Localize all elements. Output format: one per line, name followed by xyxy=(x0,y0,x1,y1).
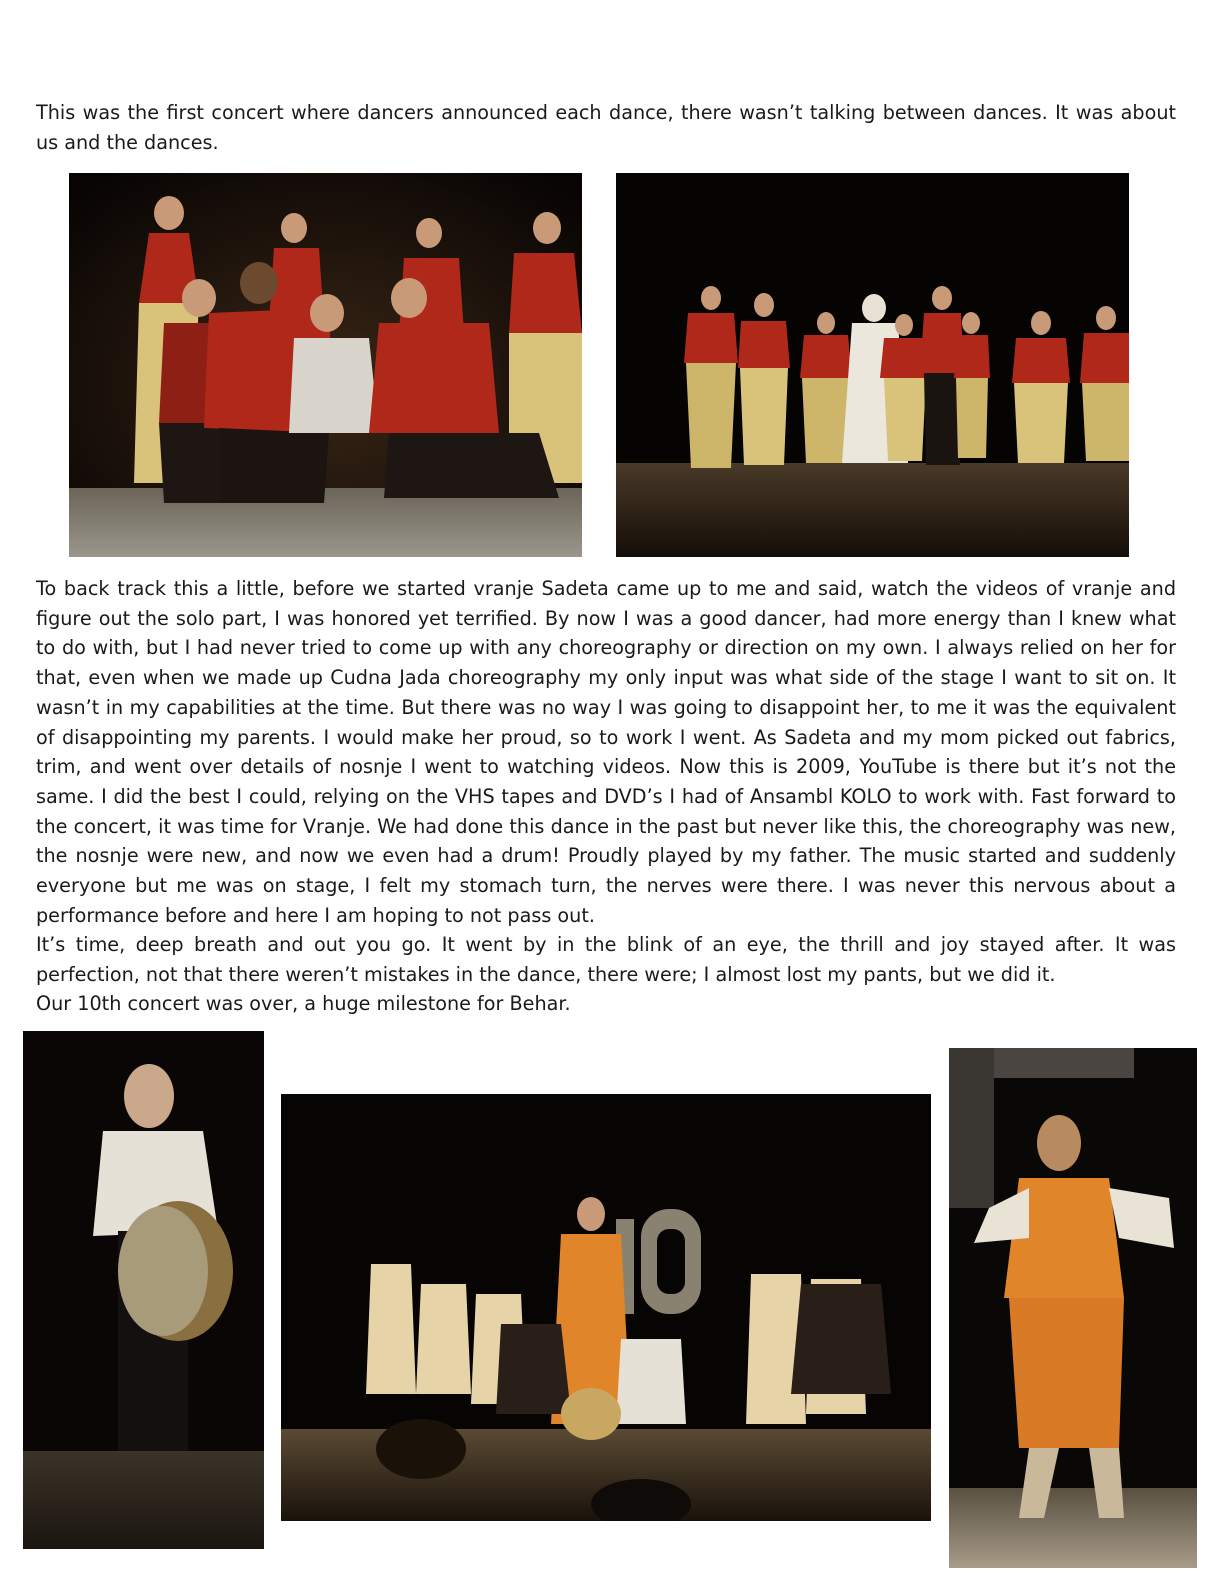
photo-ensemble-finale xyxy=(281,1094,931,1521)
photo-dancers-line xyxy=(616,173,1129,557)
photo-solo-dancer xyxy=(949,1048,1197,1568)
backtrack-paragraph: To back track this a little, before we started vranje Sadeta came up to me and said, watch the videos of vranje and figure out the solo part, I was honored yet terrified. By now I was a good dancer, had more energy than I knew what to do with, but I had never tried to come up with any choreography or direction on my own. I always relied on her for that, even when we made up Cudna Jada choreography my only input was what side of the stage I want to sit on. It wasn’t in my capabilities at the time. But there was no way I was going to disappoint her, to me it was the equivalent of disappointing my parents. I would make her proud, so to work I went. As Sadeta and my mom picked out fabrics, trim, and went over details of nosnje I went to watching videos. Now this is 2009, YouTube is there but it’s not the same. I did the best I could, relying on the VHS tapes and DVD’s I had of Ansambl KOLO to work with. Fast forward to the concert, it was time for Vranje. We had done this dance in the past but never like this, the choreography was new, the nosnje were new, and now we even had a drum! Proudly played by my father. The music started and suddenly everyone but me was on stage, I felt my stomach turn, the nerves were there. I was never this nervous about a performance before and here I am hoping to not pass out. xyxy=(36,577,1176,927)
photo-kneeling-dancers xyxy=(69,173,582,557)
time-paragraph: It’s time, deep breath and out you go. It went by in the blink of an eye, the thrill and joy stayed after. It was perfection, not that there weren’t mistakes in the dance, there were; I almost lost my pants, but we did it. xyxy=(36,933,1176,986)
closing-paragraph: Our 10th concert was over, a huge milestone for Behar. xyxy=(36,992,571,1015)
intro-paragraph: This was the first concert where dancers announced each dance, there wasn’t talking between dances. It was about us and the dances. xyxy=(36,101,1176,154)
photo-drummer xyxy=(23,1031,264,1549)
